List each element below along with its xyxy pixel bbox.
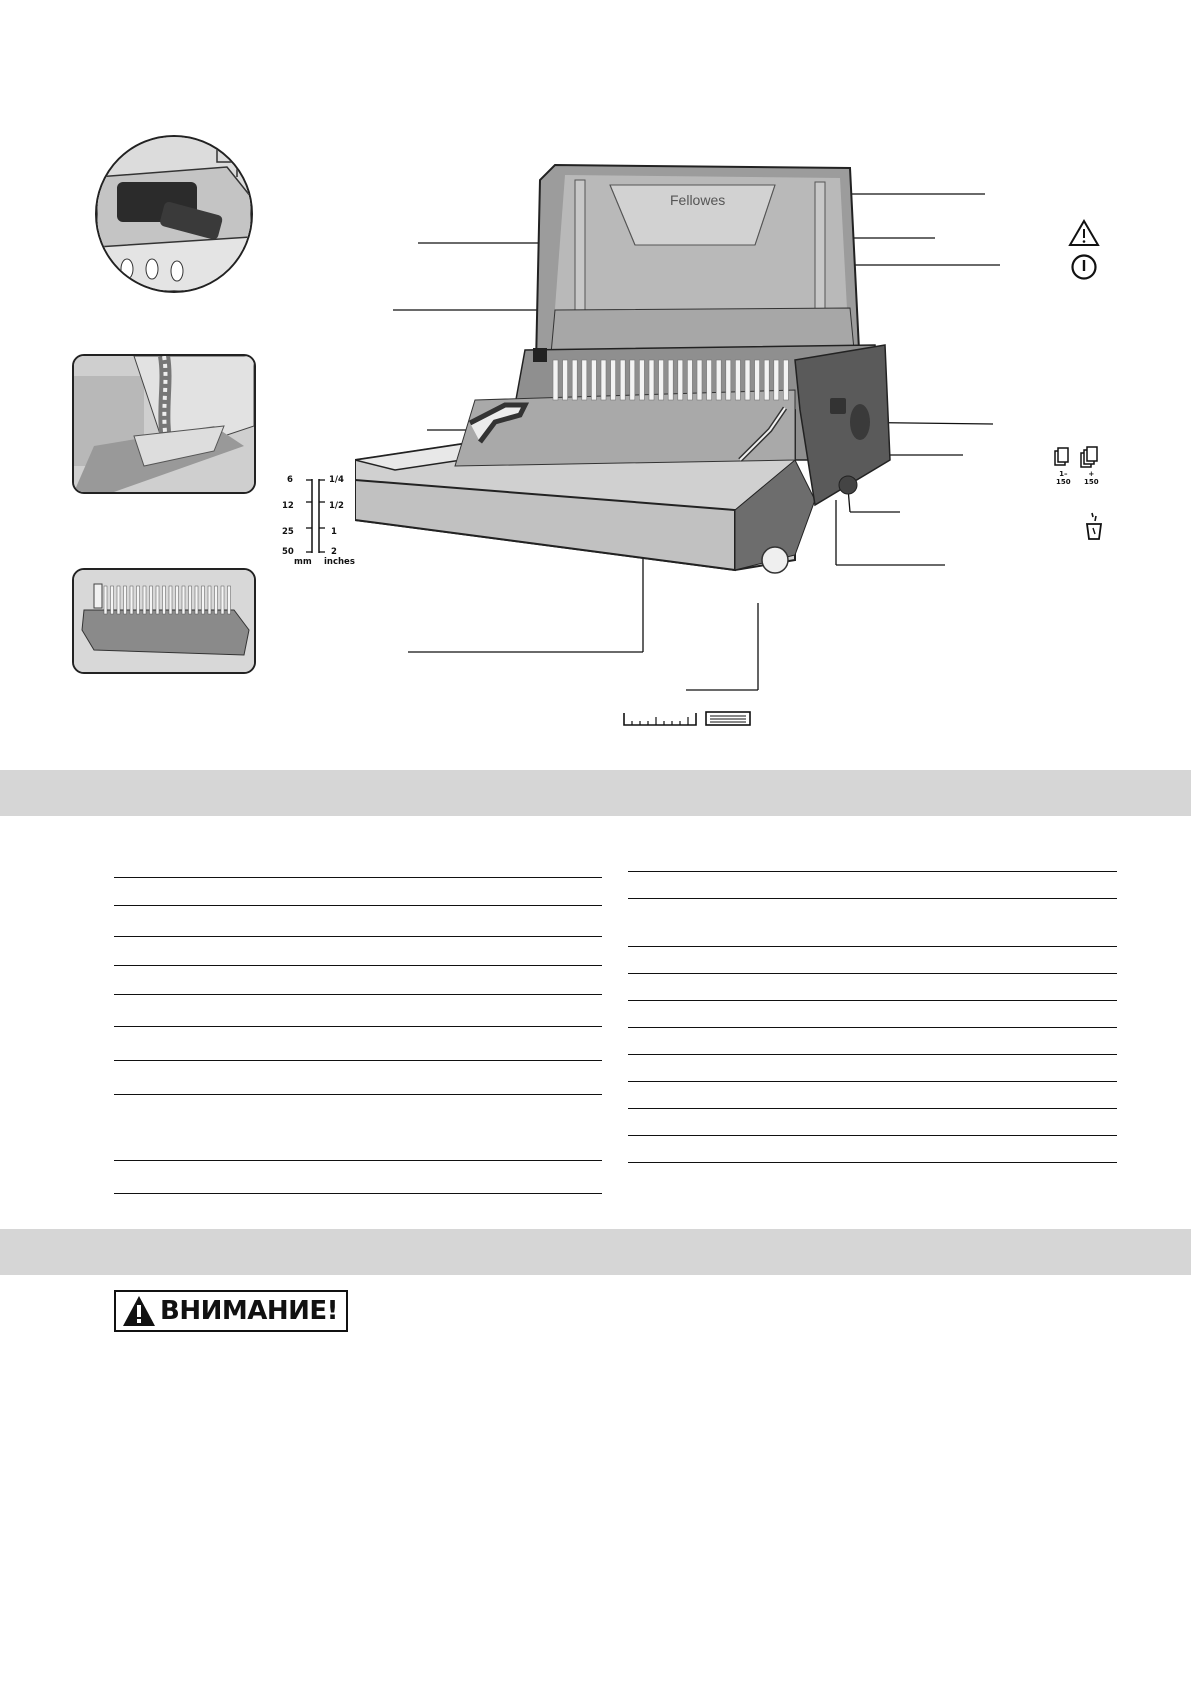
sheet-stack-icon: [1052, 444, 1102, 470]
comb-tooth: [620, 360, 625, 400]
scale-inch-quarter: 1/4: [329, 475, 344, 485]
scale-inch-1: 1: [331, 527, 337, 537]
section-band-1: [0, 770, 1191, 816]
comb-tooth: [697, 360, 702, 400]
comb-tooth: [764, 360, 769, 400]
table-rule-right: [628, 1054, 1117, 1055]
sheet-capacity-icons: [1052, 444, 1102, 488]
section-band-2: [0, 1229, 1191, 1275]
comb-tooth: [755, 360, 760, 400]
comb-tooth: [678, 360, 683, 400]
comb-tooth: [659, 360, 664, 400]
comb-tooth: [649, 360, 654, 400]
sheet-capacity-multi: + 150: [1084, 470, 1099, 486]
comb-tooth: [783, 360, 788, 400]
brand-logo: Fellowes: [670, 192, 726, 208]
table-rule-left: [114, 965, 602, 966]
comb-tooth: [735, 360, 740, 400]
scale-inch-unit: inches: [324, 557, 355, 567]
table-rule-right: [628, 1000, 1117, 1001]
comb-tooth: [572, 360, 577, 400]
table-rule-left: [114, 936, 602, 937]
comb-tooth: [726, 360, 731, 400]
table-rule-right: [628, 871, 1117, 872]
power-icon: [1070, 253, 1098, 281]
scale-mm-unit: mm: [294, 557, 312, 567]
ruler-sheet-icon: [622, 710, 754, 730]
waste-bin-icon: [1083, 512, 1105, 542]
scale-mm-25: 25: [282, 527, 294, 537]
table-rule-right: [628, 1135, 1117, 1136]
comb-tooth: [630, 360, 635, 400]
comb-tooth: [774, 360, 779, 400]
comb-size-scale: [279, 476, 359, 572]
comb-tooth: [591, 360, 596, 400]
comb-tooth: [553, 360, 558, 400]
table-rule-right: [628, 898, 1117, 899]
table-rule-right: [628, 973, 1117, 974]
sheet-capacity-single: 1– 150: [1056, 470, 1071, 486]
scale-mm-6: 6: [287, 475, 293, 485]
comb-tooth: [582, 360, 587, 400]
comb-tooth: [668, 360, 673, 400]
table-rule-left: [114, 905, 602, 906]
comb-tooth: [639, 360, 644, 400]
warning-triangle-icon: [122, 1295, 156, 1327]
comb-tooth: [601, 360, 606, 400]
comb-tooth: [716, 360, 721, 400]
warning-triangle-icon: [1068, 218, 1100, 248]
table-rule-left: [114, 994, 602, 995]
table-rule-left: [114, 1193, 602, 1194]
comb-tooth: [707, 360, 712, 400]
comb-tooth: [687, 360, 692, 400]
binding-machine-illustration: [355, 160, 895, 620]
table-rule-right: [628, 1027, 1117, 1028]
table-rule-left: [114, 1026, 602, 1027]
scale-inch-half: 1/2: [329, 501, 344, 511]
table-rule-left: [114, 1060, 602, 1061]
warning-label-text: ВНИМАНИЕ!: [160, 1296, 338, 1326]
table-rule-left: [114, 1160, 602, 1161]
comb-tooth: [563, 360, 568, 400]
table-rule-right: [628, 1081, 1117, 1082]
table-rule-left: [114, 877, 602, 878]
scale-mm-50: 50: [282, 547, 294, 557]
table-rule-left: [114, 1094, 602, 1095]
scale-inch-2: 2: [331, 547, 337, 557]
table-rule-right: [628, 946, 1117, 947]
table-rule-right: [628, 1162, 1117, 1163]
comb-tooth: [745, 360, 750, 400]
scale-mm-12: 12: [282, 501, 294, 511]
table-rule-right: [628, 1108, 1117, 1109]
warning-label-box: [114, 1290, 348, 1332]
comb-tooth: [611, 360, 616, 400]
